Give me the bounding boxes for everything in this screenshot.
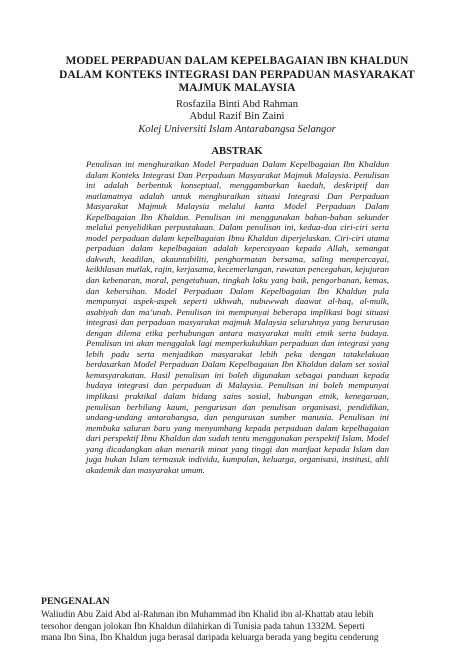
abstract-heading: ABSTRAK (211, 146, 263, 157)
body-line: Waliudin Abu Zaid Abd al-Rahman ibn Muhammad ibn Khalid ibn al-Khattab atau lebih (41, 610, 374, 620)
body-line: tersohor dengan jolokan Ibn Khaldun dilahirkan di Tunisia pada tahun 1332M. Seperti (41, 621, 365, 632)
section-heading-pengenalan: PENGENALAN (41, 596, 110, 607)
title-line: DALAM KONTEKS INTEGRASI DAN PERPADUAN MASYARAKAT (59, 68, 415, 81)
body-line: mana Ibn Sina, Ibn Khaldun juga berasal daripada keluarga berada yang begitu cenderung (41, 633, 379, 644)
author-name: Rosfazila Binti Abd Rahman (175, 99, 299, 110)
title-line: MAJMUK MALAYSIA (178, 82, 296, 94)
body-paragraph (41, 610, 433, 645)
paper-title (40, 55, 434, 96)
author-name: Abdul Razif Bin Zaini (189, 111, 285, 123)
author-affiliation: Kolej Universiti Islam Antarabangsa Selangor (138, 123, 336, 135)
title-line: MODEL PERPADUAN DALAM KEPELBAGAIAN IBN KHALDUN (65, 55, 409, 67)
author-block (40, 99, 434, 136)
abstract-paragraph: Penulisan ini menghuraikan Model Perpaduan Dalam Kepelbagaian Ibn Khaldun dalam Konteks Integrasi Dan Perpaduan Masyarakat Majmuk Malaysia. Penulisan ini adalah berbentuk konseptual, menggambarkan kaedah, deskriptif dan matlamatnya adalah untuk menghuraikan situasi Integrasi Dan Perpaduan Masyarakat Majmuk Malaysia melalui kanta Model Perpaduan Dalam Kepelbagaian Ibn Khaldun. Penulisan ini menggunakan bahan-bahan sekunder melalui penyelidikan perpustakaan. Dalam penulisan ini, kedua-dua ciri-ciri serta model perpaduan dalam kepelbagaian Ibnu Khaldun diperjelaskan. Ciri-ciri utama perpaduan dalam kepelbagaian adalah kepercayaan kepada Allah, semangat dakwah, keadilan, akauntabiliti, penghormatan bersama, saling mempercayai, keikhlasan mutlak, rajin, kerjasama, kecemerlangan, rawatan pencegahan, kejujuran dan kebenaran, moral, pengetahuan, tingkah laku yang baik, pengorbanan, kemas, dan kebersihan. Model Perpaduan Dalam Kepelbagaian Ibn Khaldun pula mempunyai aspek-aspek seperti ukhwah, nubuwwah daawat al-haq, al-mulk, asabiyah dan ma’unah. Penulisan ini mempunyai beberapa implikasi bagi situasi integrasi dan perpaduan masyarakat majmuk Malaysia seluruhnya yang berurusan dengan dilema etika perhubungan antara masyarakat multi etnik serta budaya. Penulisan ini akan menggalak lagi memperkukuhkan perpaduan dan integrasi yang lebih padu serta menjadikan masyarakat lebih peka dengan tatakelakuan berdasarkan Model Perpaduan Dalam Kepelbagaian Ibn Khaldun dalam set sosial kemasyarakatan. Hasil penulisan ini boleh digunakan sebagai panduan kepada budaya integrasi dan perpaduan di Malaysia. Penulisan ini boleh mempunyai implikasi praktikal dalam bidang sains sosial, hubungan etnik, kenegaraan, penulisan berbilang kaum, pengurusan dan penulisan organisasi, pendidikan, undang-undang antarabangsa, dan pengurusan sumber manusia. Penulisan ini membuka saluran baru yang menyumbang kepada perpaduan dalam kepelbagaian dari perspektif Ibnu Khaldun dan sudah tentu menggunakan perspektif Islam. Model yang dicadangkan akan menarik minat yang tinggi dan manfaat kepada Islam dan juga bukan Islam termasuk individu, kumpulan, keluarga, organisasi, institusi, ahli akademik dan masyarakat umum. (86, 159, 389, 475)
